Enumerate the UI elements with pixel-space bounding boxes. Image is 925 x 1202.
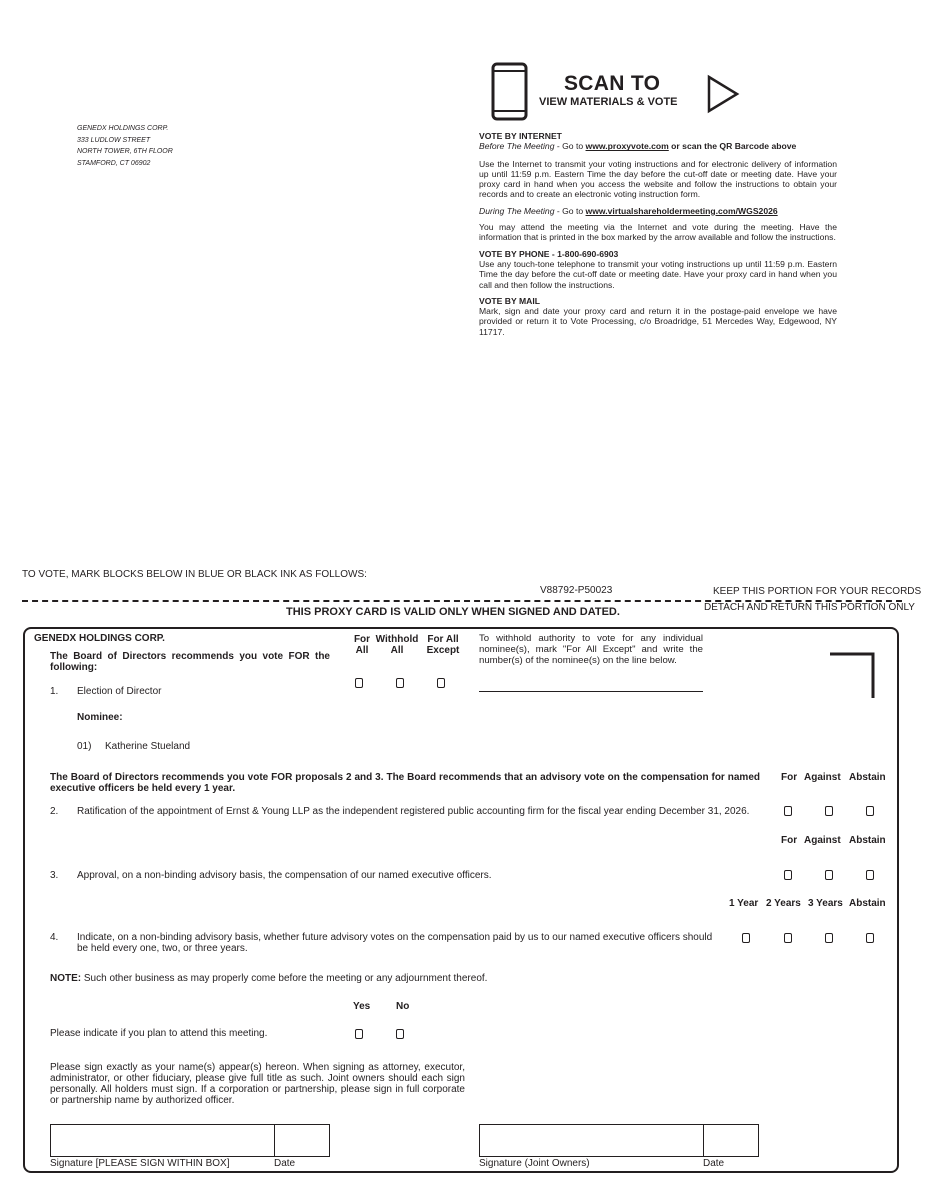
before-goto: - Go to xyxy=(554,141,586,152)
during-body: You may attend the meeting via the Internet and vote during the meeting. Have the information that is printed in the box marked by the arrow available and follow the instructions. xyxy=(479,222,837,243)
nominee-number: 01) xyxy=(77,741,92,752)
internet-heading: VOTE BY INTERNET xyxy=(479,131,562,141)
address-line: STAMFORD, CT 06902 xyxy=(77,159,151,167)
header-for: For xyxy=(781,835,798,846)
internet-body: Use the Internet to transmit your voting instructions and for electronic delivery of information up until 11:59 p.m. Eastern Time the day before the cut-off date or meeting date. Have your proxy card in hand when you access the website and follow the instructions to obtain your records and to create an electronic voting instruction form. xyxy=(479,158,837,200)
for-all-checkbox[interactable] xyxy=(355,678,363,688)
header-against: Against xyxy=(804,835,841,846)
keep-portion-text: KEEP THIS PORTION FOR YOUR RECORDS xyxy=(713,586,922,597)
item-2-for-checkbox[interactable] xyxy=(784,806,792,816)
item-2-abstain-checkbox[interactable] xyxy=(866,806,874,816)
board-recommendation-1: The Board of Directors recommends you vote FOR the following: xyxy=(50,651,330,673)
no-label: No xyxy=(396,1001,410,1012)
withhold-all-checkbox[interactable] xyxy=(396,678,404,688)
virtual-meeting-link[interactable]: www.virtualshareholdermeeting.com/WGS2026 xyxy=(585,205,778,216)
item-1-number: 1. xyxy=(50,686,59,697)
col-header-for-all-except: For All Except xyxy=(426,634,460,656)
return-address xyxy=(77,123,173,169)
note-text: Such other business as may properly come before the meeting or any adjournment thereof. xyxy=(81,973,488,984)
item-3-against-checkbox[interactable] xyxy=(825,870,833,880)
item-4-2-years-checkbox[interactable] xyxy=(784,933,792,943)
board-recommendation-2: The Board of Directors recommends you vote FOR proposals 2 and 3. The Board recommends that an advisory vote on the compensation for named executive officers be held every 1 year. xyxy=(50,772,760,794)
address-line: 333 LUDLOW STREET xyxy=(77,136,151,144)
control-code: V88792-P50023 xyxy=(540,585,613,596)
for-all-except-checkbox[interactable] xyxy=(437,678,445,688)
nominee-name: Katherine Stueland xyxy=(105,741,191,752)
scan-subtitle: VIEW MATERIALS & VOTE xyxy=(539,96,678,108)
phone-body: Use any touch-tone telephone to transmit your voting instructions up until 11:59 p.m. Eastern Time the day before the cut-off date or meeting date. Have your proxy card in hand when you call and then follow the instructions. xyxy=(479,258,837,290)
yes-label: Yes xyxy=(353,1001,371,1012)
item-1-text: Election of Director xyxy=(77,686,162,697)
item-4-3-years-checkbox[interactable] xyxy=(825,933,833,943)
joint-signature-label: Signature (Joint Owners) xyxy=(479,1158,590,1169)
item-2-number: 2. xyxy=(50,806,59,817)
address-line: NORTH TOWER, 6TH FLOOR xyxy=(77,148,173,155)
header-for: For xyxy=(781,772,798,783)
during-goto: - Go to xyxy=(554,205,586,216)
note xyxy=(50,973,487,984)
voting-instructions xyxy=(479,131,837,343)
item-4-1-year-checkbox[interactable] xyxy=(742,933,750,943)
header-abstain: Abstain xyxy=(849,835,886,846)
qr-hint: or scan the QR Barcode above xyxy=(668,141,797,152)
before-meeting-label: Before The Meeting xyxy=(479,141,555,152)
date-label: Date xyxy=(274,1158,296,1169)
col-header-withhold-all: Withhold All xyxy=(375,634,419,656)
signature-box[interactable] xyxy=(50,1124,275,1157)
date-box[interactable] xyxy=(274,1124,330,1157)
item-3-abstain-checkbox[interactable] xyxy=(866,870,874,880)
header-1-year: 1 Year xyxy=(729,898,759,909)
item-4-number: 4. xyxy=(50,932,59,943)
col-header-for-all: For All xyxy=(353,634,371,656)
mark-instruction: TO VOTE, MARK BLOCKS BELOW IN BLUE OR BLACK INK AS FOLLOWS: xyxy=(22,569,367,580)
header-abstain: Abstain xyxy=(849,772,886,783)
item-3-text: Approval, on a non-binding advisory basis, the compensation of our named executive officers. xyxy=(77,870,492,881)
header-abstain: Abstain xyxy=(849,898,886,909)
nominee-label: Nominee: xyxy=(77,712,123,723)
during-meeting-label: During The Meeting xyxy=(479,205,555,216)
joint-signature-box[interactable] xyxy=(479,1124,704,1157)
mail-body: Mark, sign and date your proxy card and return it in the postage-paid envelope we have provided or return it to Vote Processing, c/o Broadridge, 51 Mercedes Way, Edgewood, NY 11717. xyxy=(479,306,837,337)
withhold-instructions: To withhold authority to vote for any individual nominee(s), mark "For All Except" and write the number(s) of the nominee(s) on the line below. xyxy=(479,633,703,666)
mail-heading: VOTE BY MAIL xyxy=(479,295,540,306)
phone-heading: VOTE BY PHONE - 1-800-690-6903 xyxy=(479,248,619,259)
item-2-against-checkbox[interactable] xyxy=(825,806,833,816)
proxyvote-link[interactable]: www.proxyvote.com xyxy=(585,141,669,152)
except-write-in-line[interactable] xyxy=(479,691,703,692)
attend-question: Please indicate if you plan to attend this meeting. xyxy=(50,1028,268,1039)
detach-return-text: DETACH AND RETURN THIS PORTION ONLY xyxy=(704,602,915,613)
signature-label: Signature [PLEASE SIGN WITHIN BOX] xyxy=(50,1158,230,1169)
valid-notice: THIS PROXY CARD IS VALID ONLY WHEN SIGNED AND DATED. xyxy=(286,606,620,618)
company-name: GENEDX HOLDINGS CORP. xyxy=(34,633,165,644)
attend-no-checkbox[interactable] xyxy=(396,1029,404,1039)
attend-yes-checkbox[interactable] xyxy=(355,1029,363,1039)
joint-date-label: Date xyxy=(703,1158,725,1169)
scan-title: SCAN TO xyxy=(564,72,661,95)
header-2-years: 2 Years xyxy=(766,898,801,909)
header-3-years: 3 Years xyxy=(808,898,843,909)
item-4-text: Indicate, on a non-binding advisory basis, whether future advisory votes on the compensation paid by us to our named executive officers should be held every one, two, or three years. xyxy=(77,932,713,954)
item-3-number: 3. xyxy=(50,870,59,881)
item-2-text: Ratification of the appointment of Ernst & Young LLP as the independent registered public accounting firm for the fiscal year ending December 31, 2026. xyxy=(77,806,750,817)
play-arrow-icon xyxy=(706,74,740,114)
address-line: GENEDX HOLDINGS CORP. xyxy=(77,125,169,132)
phone-icon xyxy=(491,62,529,122)
scan-banner xyxy=(490,62,750,122)
header-against: Against xyxy=(804,772,841,783)
note-label: NOTE: xyxy=(50,973,82,984)
item-3-for-checkbox[interactable] xyxy=(784,870,792,880)
corner-marker-icon xyxy=(828,652,876,700)
item-4-abstain-checkbox[interactable] xyxy=(866,933,874,943)
sign-instructions: Please sign exactly as your name(s) appear(s) hereon. When signing as attorney, executor, administrator, or other fiduciary, please give full title as such. Joint owners should each sign personally. All holders must sign. If a corporation or partnership, please sign in full corporate or partnership name by authorized officer. xyxy=(50,1062,465,1106)
joint-date-box[interactable] xyxy=(703,1124,759,1157)
